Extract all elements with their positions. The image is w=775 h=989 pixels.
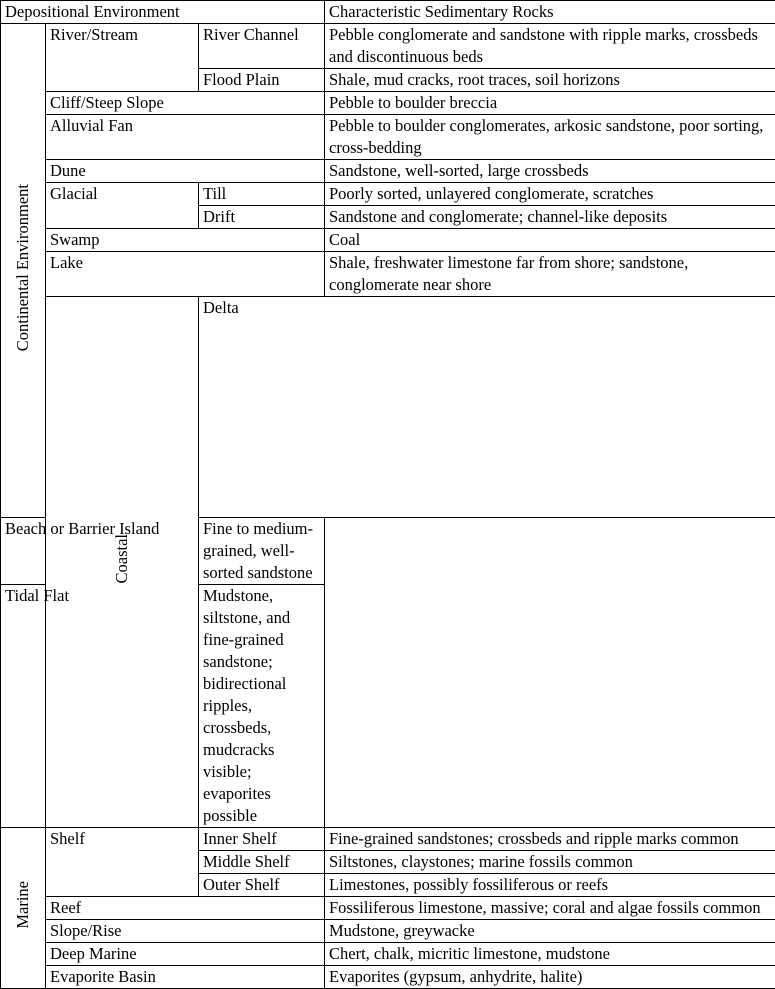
env-glacial: Glacial (46, 183, 199, 229)
rocks-cell: Pebble to boulder breccia (325, 92, 775, 115)
subenv-outer-shelf: Outer Shelf (199, 874, 325, 897)
env-river-stream: River/Stream (46, 24, 199, 92)
env-cliff: Cliff/Steep Slope (46, 92, 325, 115)
rocks-cell: Chert, chalk, micritic limestone, mudstone (325, 943, 775, 966)
subenv-middle-shelf: Middle Shelf (199, 851, 325, 874)
table-row (1, 297, 775, 518)
env-delta: Delta (199, 297, 775, 518)
table-row (1, 229, 775, 252)
rocks-cell: Shale, freshwater limestone far from shore; sandstone, conglomerate near shore (325, 252, 775, 297)
rocks-cell: Fossiliferous limestone, massive; coral and algae fossils common (325, 897, 775, 920)
header-environment: Depositional Environment (1, 1, 325, 24)
env-swamp: Swamp (46, 229, 325, 252)
env-lake: Lake (46, 252, 325, 297)
subenv-till: Till (199, 183, 325, 206)
rocks-cell: Sandstone, well-sorted, large crossbeds (325, 160, 775, 183)
rocks-cell: Pebble conglomerate and sandstone with ripple marks, crossbeds and discontinuous beds (325, 24, 775, 69)
env-slope-rise: Slope/Rise (46, 920, 325, 943)
group-label: Coastal (111, 534, 133, 584)
rocks-cell: Siltstones, claystones; marine fossils common (325, 851, 775, 874)
subenv-inner-shelf: Inner Shelf (199, 828, 325, 851)
group-continental (1, 24, 46, 518)
env-shelf: Shelf (46, 828, 199, 897)
rocks-cell: Poorly sorted, unlayered conglomerate, scratches (325, 183, 775, 206)
env-evaporite-basin: Evaporite Basin (46, 966, 325, 989)
env-reef: Reef (46, 897, 325, 920)
subenv-flood-plain: Flood Plain (199, 69, 325, 92)
rocks-cell: Fine to medium-grained, well-sorted sandstone (199, 518, 325, 585)
table-row (1, 920, 775, 943)
rocks-cell: Limestones, possibly fossiliferous or reefs (325, 874, 775, 897)
rocks-cell: Mudstone, siltstone, and fine-grained sandstone; bidirectional ripples, crossbeds, mudcracks visible; evaporites possible (199, 585, 325, 828)
table-row (1, 252, 775, 297)
header-rocks: Characteristic Sedimentary Rocks (325, 1, 775, 24)
env-tidal-flat: Tidal Flat (1, 585, 199, 828)
group-marine (1, 828, 46, 989)
table-row (1, 585, 775, 828)
rocks-cell: Coal (325, 229, 775, 252)
subenv-river-channel: River Channel (199, 24, 325, 69)
table-row (1, 183, 775, 206)
env-deep-marine: Deep Marine (46, 943, 325, 966)
table-row (1, 92, 775, 115)
table-row (1, 828, 775, 851)
env-alluvial-fan: Alluvial Fan (46, 115, 325, 160)
rocks-cell: Shale, mud cracks, root traces, soil horizons (325, 69, 775, 92)
table-row (1, 966, 775, 989)
env-dune: Dune (46, 160, 325, 183)
table-row (1, 943, 775, 966)
table-row (1, 160, 775, 183)
group-label: Continental Environment (12, 184, 34, 351)
rocks-cell: Evaporites (gypsum, anhydrite, halite) (325, 966, 775, 989)
group-label: Marine (12, 881, 34, 929)
rocks-cell: Fine-grained sandstones; crossbeds and ripple marks common (325, 828, 775, 851)
table-row (1, 897, 775, 920)
subenv-drift: Drift (199, 206, 325, 229)
rocks-cell: Mudstone, greywacke (325, 920, 775, 943)
table-row (1, 24, 775, 69)
env-beach: Beach or Barrier Island (1, 518, 199, 585)
table-header-row (1, 1, 775, 24)
rocks-cell: Sandstone and conglomerate; channel-like deposits (325, 206, 775, 229)
table-row (1, 115, 775, 160)
rocks-cell: Pebble to boulder conglomerates, arkosic sandstone, poor sorting, cross-bedding (325, 115, 775, 160)
